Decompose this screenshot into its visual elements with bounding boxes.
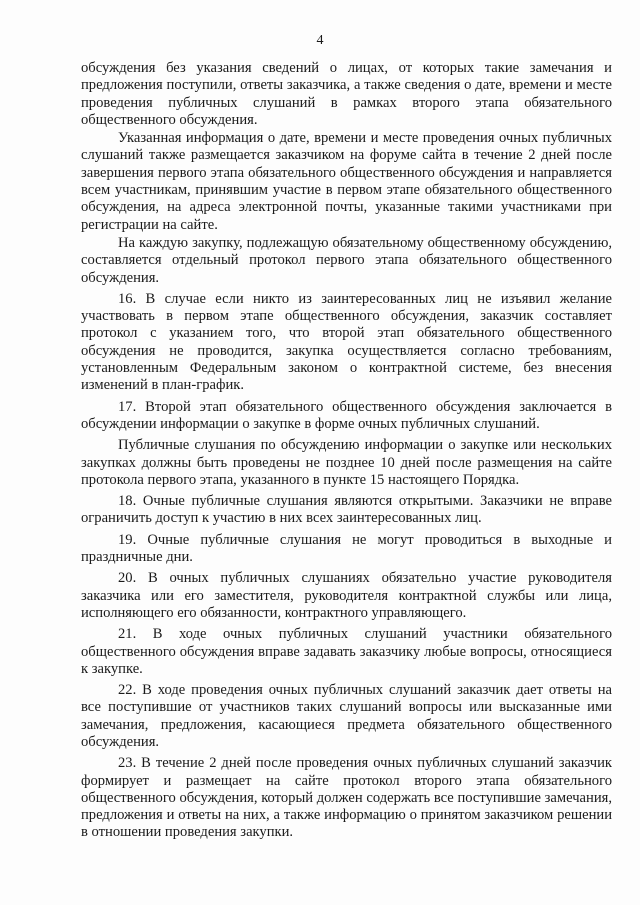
paragraph-item-17: 17. Второй этап обязательного общественного обсуждения заключается в обсуждении информации о закупке в форме очных публичных слушаний. <box>81 398 612 432</box>
paragraph-item-19: 19. Очные публичные слушания не могут проводиться в выходные и праздничные дни. <box>81 531 612 566</box>
paragraph-item-22: 22. В ходе проведения очных публичных слушаний заказчик дает ответы на все поступившие от участников таких слушаний вопросы или высказанные ими замечания, предложения, касающиеся предмета обязательного общественного обсуждения. <box>81 682 612 750</box>
paragraph-item-18: 18. Очные публичные слушания являются открытыми. Заказчики не вправе ограничить доступ к участию в них всех заинтересованных лиц. <box>81 493 612 527</box>
paragraph-item-20: 20. В очных публичных слушаниях обязательно участие руководителя заказчика или его заместителя, руководителя контрактной службы или лица, исполняющего его обязанности, контрактного управляющего. <box>81 570 612 621</box>
paragraph-announcement-info: Указанная информация о дате, времени и месте проведения очных публичных слушаний также размещается заказчиком на форуме сайта в течение 2 дней после завершения первого этапа обязательного общественного обсуждения и направляется всем участникам, принявшим участие в первом этапе обязательного общественного обсуждения, на адреса электронной почты, указанные такими участниками при регистрации на сайте. <box>81 130 612 233</box>
page-number: 4 <box>316 33 324 48</box>
paragraph-protocol-per-purchase: На каждую закупку, подлежащую обязательному общественному обсуждению, составляется отдельный протокол первого этапа обязательного общественного обсуждения. <box>81 234 612 286</box>
paragraph-item-23: 23. В течение 2 дней после проведения очных публичных слушаний заказчик формирует и размещает на сайте протокол второго этапа обязательного общественного обсуждения, который должен содержать все поступившие замечания, предложения и ответы на них, а также информацию о принятом заказчиком решении в отношении проведения закупки. <box>81 755 612 841</box>
document-body <box>81 60 612 843</box>
paragraph-item-21: 21. В ходе очных публичных слушаний участники обязательного общественного обсуждения вправе задавать заказчику любые вопросы, относящиеся к закупке. <box>81 626 612 677</box>
paragraph-continuation: обсуждения без указания сведений о лицах, от которых такие замечания и предложения поступили, ответы заказчика, а также сведения о дате, времени и месте проведения публичных слушаний в рамках второго этапа обязательного общественного обсуждения. <box>81 60 612 128</box>
paragraph-item-16: 16. В случае если никто из заинтересованных лиц не изъявил желание участвовать в первом этапе общественного обсуждения, заказчик составляет протокол с указанием того, что второй этап обязательного общественного обсуждения не проводится, закупка осуществляется согласно требованиям, установленным Федеральным законом о контрактной системе, без внесения изменений в план-график. <box>81 290 612 394</box>
paragraph-hearings-deadline: Публичные слушания по обсуждению информации о закупке или нескольких закупках должны быть проведены не позднее 10 дней после размещения на сайте протокола первого этапа, указанного в пункте 15 настоящего Порядка. <box>81 437 612 488</box>
